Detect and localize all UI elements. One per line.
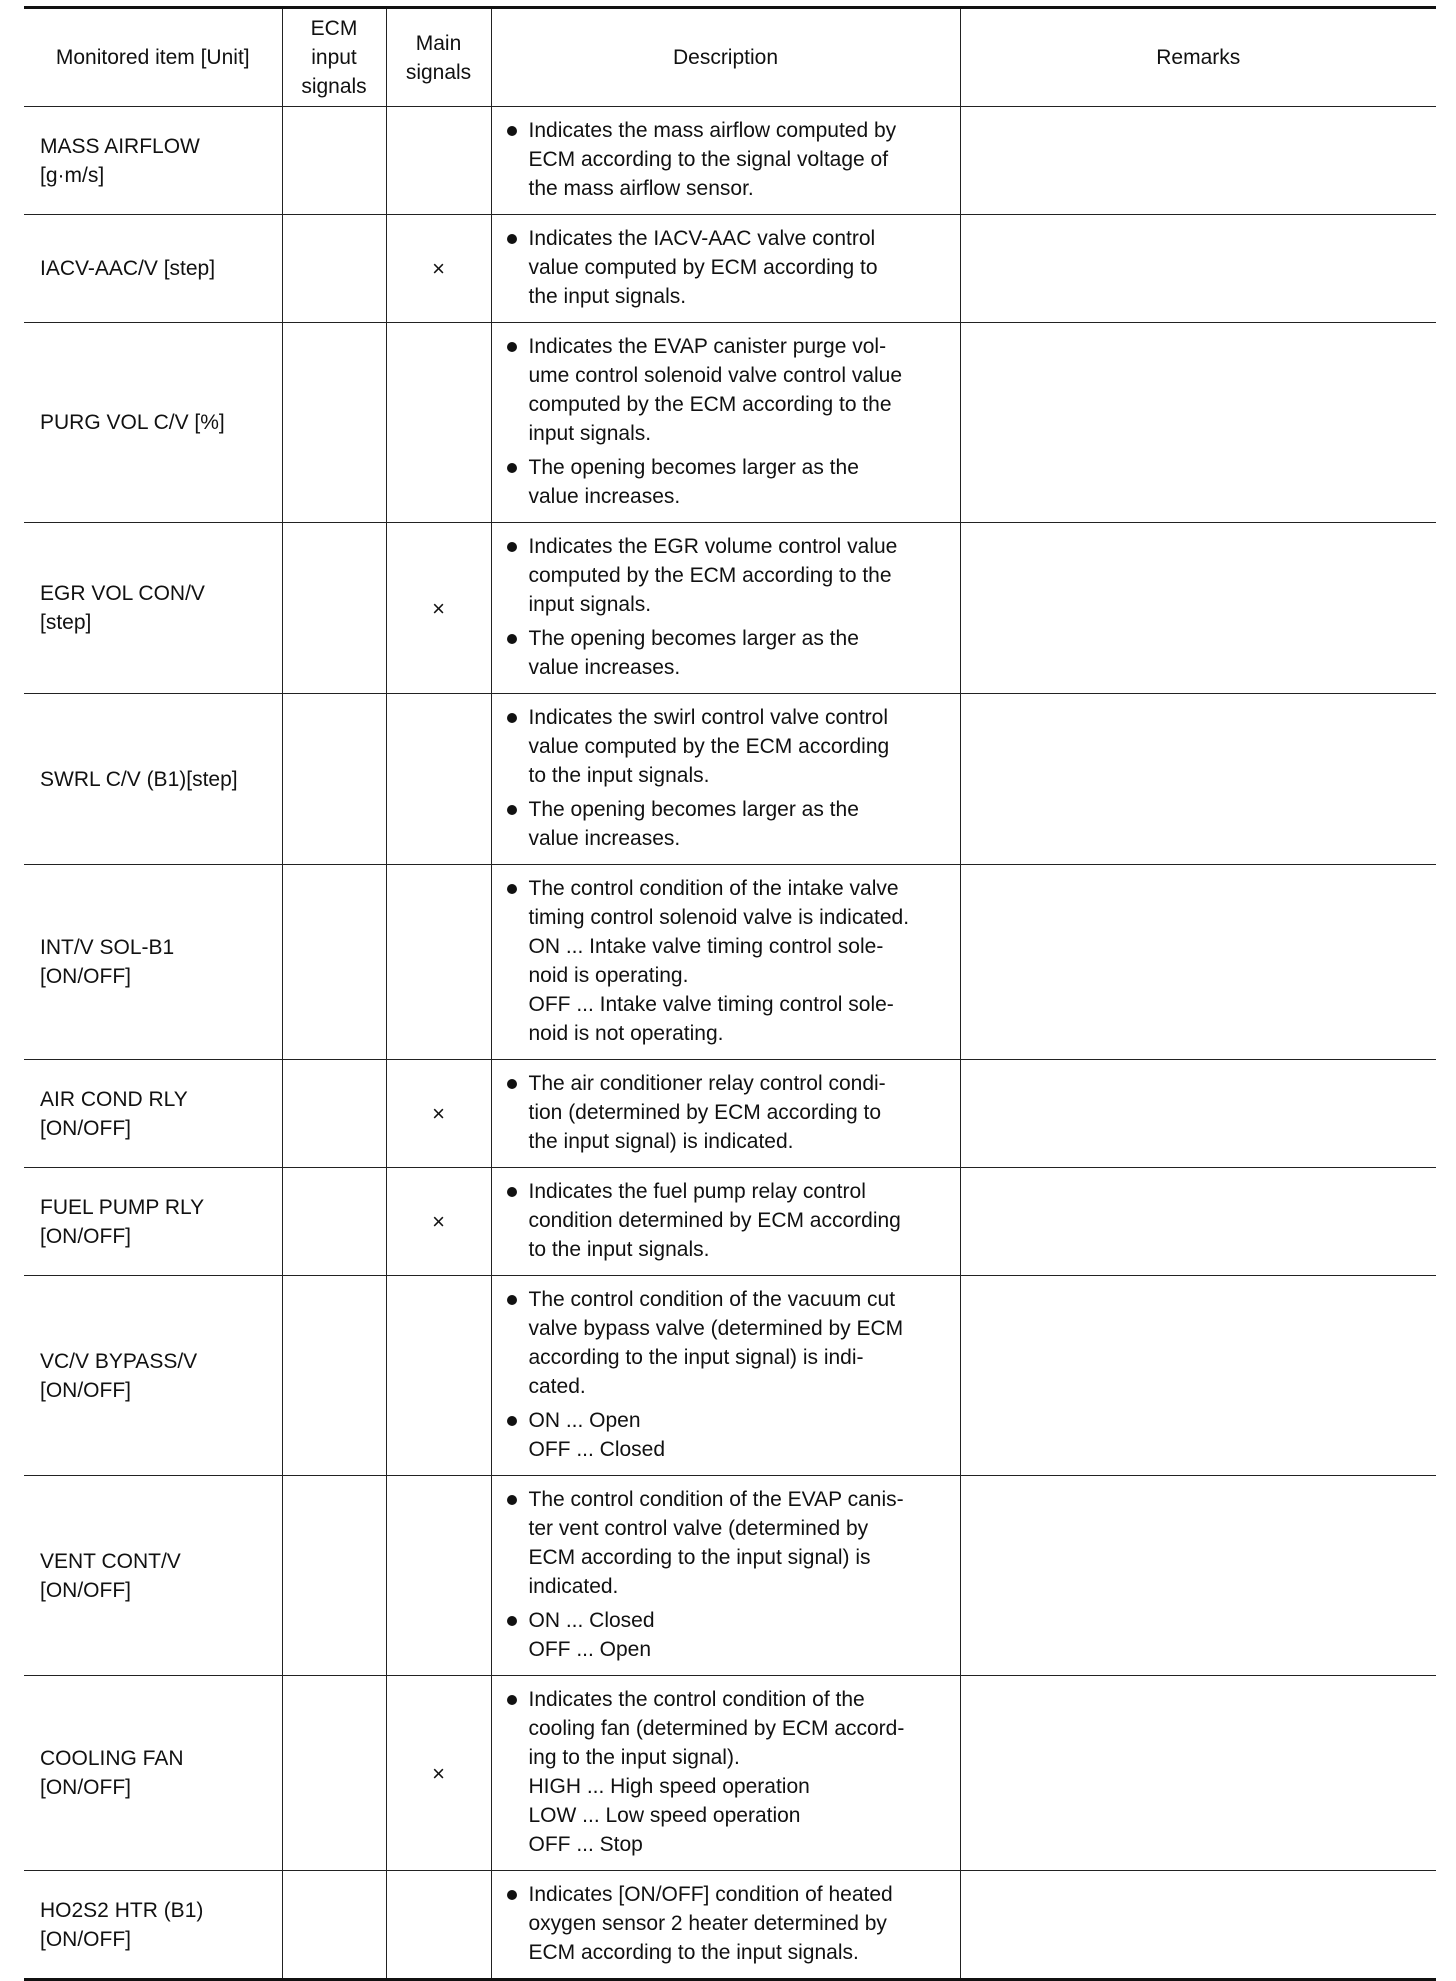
description-bullet: The air conditioner relay control condi- tion (determined by ECM according to the input signal) is indicated. — [506, 1069, 954, 1156]
monitored-item-cell: EGR VOL CON/V [step] — [24, 523, 282, 694]
table-row — [24, 215, 1436, 323]
description-bullet: The opening becomes larger as the value increases. — [506, 624, 954, 682]
monitored-item-cell: AIR COND RLY [ON/OFF] — [24, 1060, 282, 1168]
remarks-cell — [960, 694, 1436, 865]
ecm-input-cell — [282, 107, 386, 215]
description-bullet: Indicates the IACV-AAC valve control value computed by ECM according to the input signals. — [506, 224, 954, 311]
monitored-item-cell: SWRL C/V (B1)[step] — [24, 694, 282, 865]
remarks-cell — [960, 1476, 1436, 1676]
description-bullet: Indicates the mass airflow computed by ECM according to the signal voltage of the mass airflow sensor. — [506, 116, 954, 203]
description-cell — [491, 1168, 960, 1276]
table-row — [24, 1168, 1436, 1276]
ecm-input-cell — [282, 865, 386, 1060]
main-signal-mark: × — [386, 215, 491, 323]
remarks-cell — [960, 1168, 1436, 1276]
table-row — [24, 1871, 1436, 1980]
monitored-item-cell: HO2S2 HTR (B1) [ON/OFF] — [24, 1871, 282, 1980]
monitored-item-cell: MASS AIRFLOW [g·m/s] — [24, 107, 282, 215]
table-row — [24, 1276, 1436, 1476]
ecm-input-cell — [282, 694, 386, 865]
monitored-item-cell: IACV-AAC/V [step] — [24, 215, 282, 323]
header-description: Description — [491, 8, 960, 107]
description-cell — [491, 1676, 960, 1871]
description-cell — [491, 323, 960, 523]
description-bullet: Indicates the EVAP canister purge vol- ume control solenoid valve control value computed by the ECM according to the input signals. — [506, 332, 954, 448]
description-bullet: The control condition of the vacuum cut valve bypass valve (determined by ECM according to the input signal) is indi- cated. — [506, 1285, 954, 1401]
main-signal-mark: × — [386, 1060, 491, 1168]
remarks-cell — [960, 323, 1436, 523]
description-bullet: ON ... Closed OFF ... Open — [506, 1606, 954, 1664]
monitored-item-cell: COOLING FAN [ON/OFF] — [24, 1676, 282, 1871]
monitored-item-cell: VC/V BYPASS/V [ON/OFF] — [24, 1276, 282, 1476]
ecm-input-cell — [282, 1676, 386, 1871]
description-cell — [491, 107, 960, 215]
remarks-cell — [960, 1676, 1436, 1871]
ecm-input-cell — [282, 1168, 386, 1276]
description-bullet: Indicates [ON/OFF] condition of heated oxygen sensor 2 heater determined by ECM according to the input signals. — [506, 1880, 954, 1967]
ecm-input-cell — [282, 215, 386, 323]
monitored-item-cell: INT/V SOL-B1 [ON/OFF] — [24, 865, 282, 1060]
description-bullet: The opening becomes larger as the value increases. — [506, 795, 954, 853]
remarks-cell — [960, 523, 1436, 694]
table-row — [24, 523, 1436, 694]
monitored-item-cell: PURG VOL C/V [%] — [24, 323, 282, 523]
remarks-cell — [960, 215, 1436, 323]
ecm-input-cell — [282, 523, 386, 694]
main-signal-mark — [386, 1871, 491, 1980]
monitored-item-cell: VENT CONT/V [ON/OFF] — [24, 1476, 282, 1676]
main-signal-mark — [386, 1276, 491, 1476]
header-ecm-input-signals: ECM input signals — [282, 8, 386, 107]
table-row — [24, 1476, 1436, 1676]
description-cell — [491, 215, 960, 323]
description-bullet: Indicates the swirl control valve control value computed by the ECM according to the input signals. — [506, 703, 954, 790]
main-signal-mark — [386, 323, 491, 523]
table-row — [24, 865, 1436, 1060]
monitored-item-cell: FUEL PUMP RLY [ON/OFF] — [24, 1168, 282, 1276]
remarks-cell — [960, 865, 1436, 1060]
table-row — [24, 107, 1436, 215]
monitor-table — [24, 6, 1436, 1981]
ecm-input-cell — [282, 1476, 386, 1676]
main-signal-mark — [386, 1476, 491, 1676]
main-signal-mark: × — [386, 523, 491, 694]
header-main-signals: Main signals — [386, 8, 491, 107]
description-cell — [491, 694, 960, 865]
description-cell — [491, 1060, 960, 1168]
table-row — [24, 323, 1436, 523]
ecm-input-cell — [282, 1060, 386, 1168]
description-bullet: The control condition of the EVAP canis- ter vent control valve (determined by ECM according to the input signal) is indicated. — [506, 1485, 954, 1601]
description-cell — [491, 1276, 960, 1476]
main-signal-mark — [386, 865, 491, 1060]
ecm-input-cell — [282, 1871, 386, 1980]
remarks-cell — [960, 1060, 1436, 1168]
ecm-input-cell — [282, 1276, 386, 1476]
description-bullet: ON ... Open OFF ... Closed — [506, 1406, 954, 1464]
header-row — [24, 8, 1436, 107]
description-cell — [491, 1476, 960, 1676]
table-row — [24, 1060, 1436, 1168]
main-signal-mark: × — [386, 1168, 491, 1276]
description-bullet: Indicates the control condition of the cooling fan (determined by ECM accord- ing to the input signal). HIGH ... High speed operation LOW ... Low speed operation OFF ... Stop — [506, 1685, 954, 1859]
description-cell — [491, 523, 960, 694]
remarks-cell — [960, 1871, 1436, 1980]
header-monitored-item: Monitored item [Unit] — [24, 8, 282, 107]
description-cell — [491, 1871, 960, 1980]
ecm-input-cell — [282, 323, 386, 523]
main-signal-mark: × — [386, 1676, 491, 1871]
table-row — [24, 1676, 1436, 1871]
description-bullet: The control condition of the intake valve timing control solenoid valve is indicated. ON ... Intake valve timing control sole- noid is operating. OFF ... Intake valve timing control sole- noid is not operating. — [506, 874, 954, 1048]
main-signal-mark — [386, 694, 491, 865]
description-bullet: The opening becomes larger as the value increases. — [506, 453, 954, 511]
table-row — [24, 694, 1436, 865]
main-signal-mark — [386, 107, 491, 215]
remarks-cell — [960, 107, 1436, 215]
description-cell — [491, 865, 960, 1060]
remarks-cell — [960, 1276, 1436, 1476]
description-bullet: Indicates the fuel pump relay control condition determined by ECM according to the input signals. — [506, 1177, 954, 1264]
description-bullet: Indicates the EGR volume control value computed by the ECM according to the input signals. — [506, 532, 954, 619]
header-remarks: Remarks — [960, 8, 1436, 107]
